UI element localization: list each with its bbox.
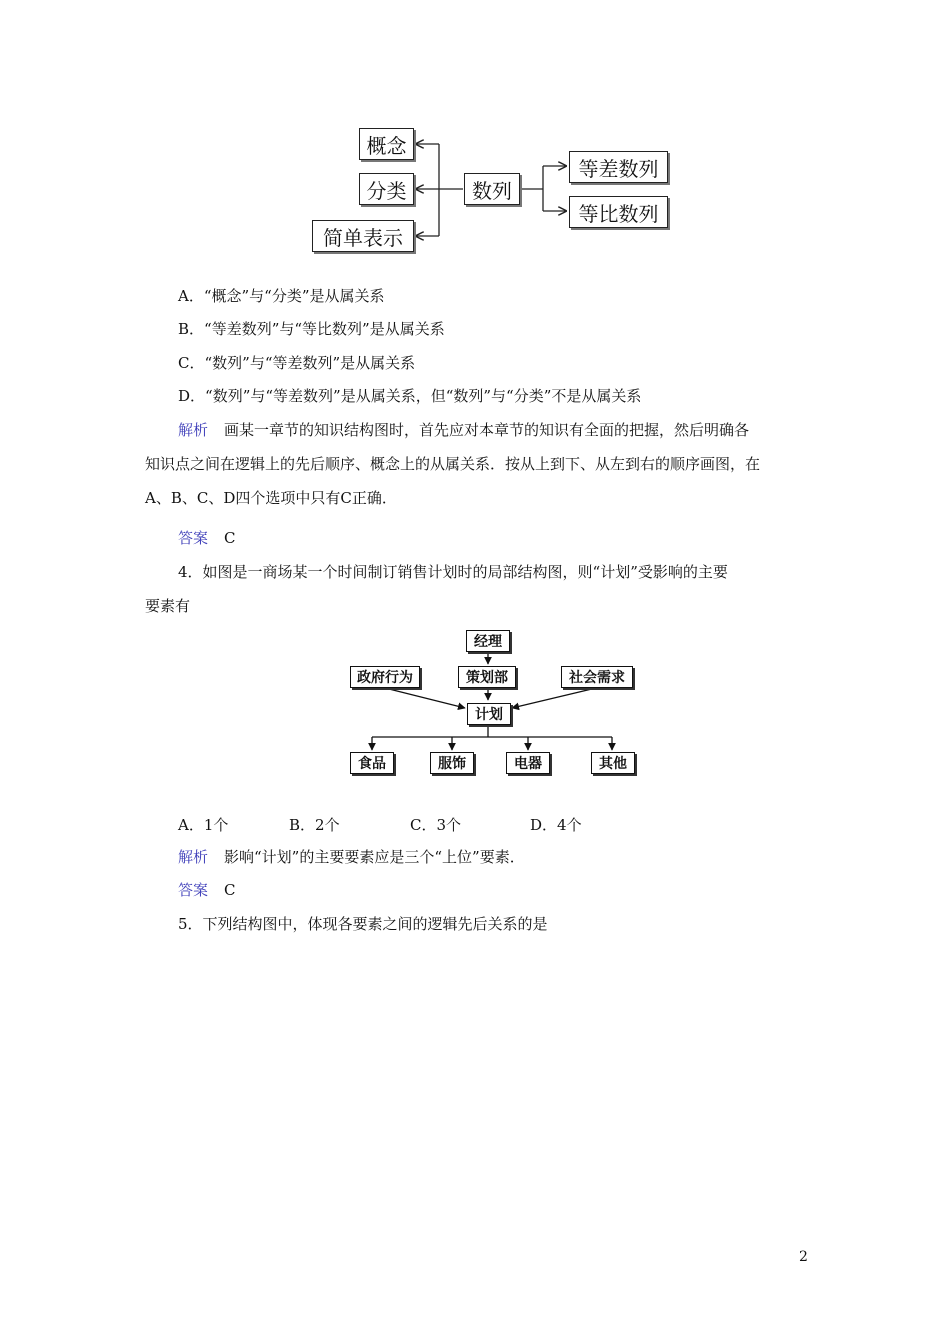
q4-option-b: B．2个 xyxy=(289,816,340,834)
q3-answer xyxy=(178,527,236,548)
q3-analysis-line2: 知识点之间在逻辑上的先后顺序、概念上的从属关系．按从上到下、从左到右的顺序画图，在 xyxy=(145,455,761,473)
node-others: 其他 xyxy=(591,752,635,774)
node-appliances: 电器 xyxy=(506,752,550,774)
node-geometric-sequence: 等比数列 xyxy=(569,196,668,228)
node-plan: 计划 xyxy=(467,703,511,725)
q3-option-b: B．“等差数列”与“等比数列”是从属关系 xyxy=(178,320,445,338)
q3-option-d: D．“数列”与“等差数列”是从属关系，但“数列”与“分类”不是从属关系 xyxy=(178,387,642,405)
q3-analysis-line3: A、B、C、D四个选项中只有C正确． xyxy=(145,489,397,507)
node-government: 政府行为 xyxy=(350,666,420,688)
node-planning-dept: 策划部 xyxy=(458,666,516,688)
q3-answer-label: 答案 xyxy=(178,529,209,547)
node-social-demand: 社会需求 xyxy=(561,666,633,688)
q5-stem: 5．下列结构图中，体现各要素之间的逻辑先后关系的是 xyxy=(178,915,548,933)
node-concept: 概念 xyxy=(359,128,414,160)
q4-answer-value: C xyxy=(224,881,236,899)
q4-stem-line2: 要素有 xyxy=(145,597,191,615)
q3-option-a: A．“概念”与“分类”是从属关系 xyxy=(178,287,385,305)
q4-option-d: D．4个 xyxy=(530,816,582,834)
q3-analysis-line1 xyxy=(178,419,749,440)
node-classification: 分类 xyxy=(359,173,414,205)
node-simple-representation: 简单表示 xyxy=(312,220,414,252)
q3-option-c: C．“数列”与“等差数列”是从属关系 xyxy=(178,354,416,372)
q3-analysis-text1: 画某一章节的知识结构图时，首先应对本章节的知识有全面的把握，然后明确各 xyxy=(224,421,750,439)
q4-option-c: C．3个 xyxy=(410,816,462,834)
node-arithmetic-sequence: 等差数列 xyxy=(569,151,668,183)
q4-analysis-text: 影响“计划”的主要要素应是三个“上位”要素． xyxy=(224,848,525,866)
q4-analysis xyxy=(178,846,525,867)
node-sequence: 数列 xyxy=(464,173,520,205)
q4-option-a: A．1个 xyxy=(178,816,229,834)
q4-stem-line1: 4．如图是一商场某一个时间制订销售计划时的局部结构图，则“计划”受影响的主要 xyxy=(178,563,728,581)
node-food: 食品 xyxy=(350,752,394,774)
q4-answer-label: 答案 xyxy=(178,881,209,899)
page-number: 2 xyxy=(799,1249,808,1265)
q4-answer xyxy=(178,879,236,900)
q3-answer-value: C xyxy=(224,529,236,547)
node-manager: 经理 xyxy=(466,630,510,652)
q4-analysis-label: 解析 xyxy=(178,848,209,866)
q3-analysis-label: 解析 xyxy=(178,421,209,439)
node-clothing: 服饰 xyxy=(430,752,474,774)
